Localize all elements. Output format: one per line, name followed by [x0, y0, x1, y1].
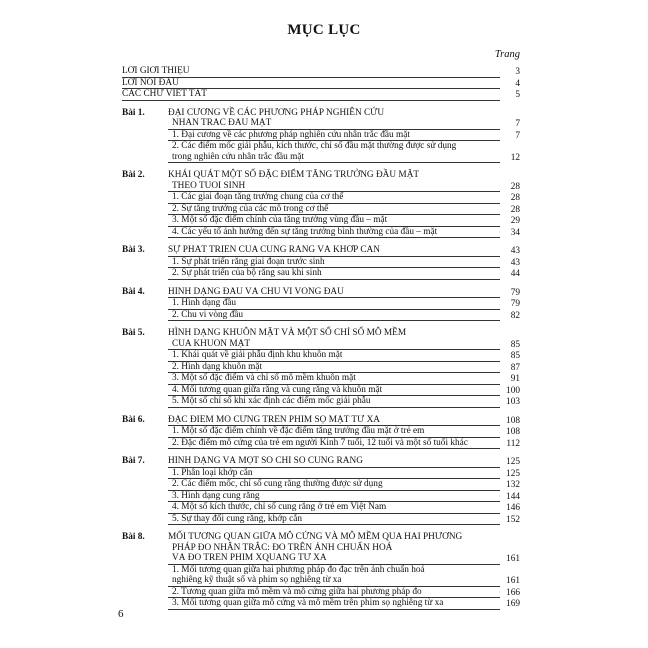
subsection-text: 3. Một số đặc điểm chính của tăng trưởng vùng đầu – mặt	[168, 215, 500, 227]
chapter-title-line: PHÁP ĐO NHÂN TRẮC: ĐO TRÊN ẢNH CHUẨN HOÁ	[172, 542, 393, 553]
subsection-page: 34	[510, 227, 520, 238]
subsection-text: 2. Đặc điểm mô cứng của trẻ em người Kinh 7 tuổi, 12 tuổi và một số tuổi khác	[168, 438, 500, 450]
subsection-text: nghiêng kỹ thuật số và phim sọ nghiêng từ xa	[168, 575, 500, 587]
table-of-contents	[122, 66, 520, 610]
chapter-body	[168, 245, 520, 280]
subsection-page: 152	[506, 514, 520, 525]
subsection-page: 166	[506, 587, 520, 598]
subsection-text: 2. Tương quan giữa mô mềm và mô cứng giữa hai phương pháp đo	[168, 587, 500, 599]
page-column-label: Trang	[494, 49, 520, 60]
subsection-entry	[168, 204, 520, 216]
subsection-text: 1. Mối tương quan giữa hai phương pháp đo đạc trên ảnh chuẩn hoá	[172, 564, 425, 575]
subsection-page: 43	[510, 257, 520, 268]
subsection-text: 2. Các điểm mốc, chỉ số cung răng thường được sử dụng	[168, 479, 500, 491]
chapter-body	[168, 170, 520, 238]
subsection-entry	[168, 491, 520, 503]
subsection-entry	[168, 468, 520, 480]
page-number: 6	[118, 608, 124, 620]
chapter-title-line	[168, 339, 520, 351]
subsection-text: 1. Sự phát triển răng giai đoạn trước sinh	[168, 257, 500, 269]
subsection-page: 28	[510, 204, 520, 215]
chapter-body	[168, 328, 520, 408]
subsection-text: 4. Mối tương quan giữa răng và cung răng và khuôn mặt	[168, 385, 500, 397]
toc-entry	[122, 78, 520, 90]
chapter-page: 79	[510, 287, 520, 298]
subsection-page: 108	[506, 427, 520, 437]
chapter-title-line	[168, 456, 520, 468]
subsection-entry	[168, 130, 520, 142]
chapter-label: Bài 4.	[122, 286, 145, 297]
chapter-title-line	[168, 415, 520, 427]
toc-entry	[122, 89, 520, 101]
subsection-entry	[168, 215, 520, 227]
subsection-page: 125	[506, 468, 520, 479]
subsection-entry	[168, 227, 520, 239]
subsection-entry	[168, 575, 520, 587]
subsection-entry	[168, 310, 520, 322]
chapter	[122, 328, 520, 408]
subsection-entry	[168, 373, 520, 385]
subsection-page: 146	[506, 503, 520, 513]
subsection-page: 132	[506, 480, 520, 490]
chapter-title-line	[168, 245, 520, 257]
subsection-text: 1. Phân loại khớp cắn	[168, 468, 500, 480]
chapter-label: Bài 8.	[122, 532, 145, 542]
chapter	[122, 415, 520, 450]
chapter-page: 43	[510, 246, 520, 256]
chapter	[122, 245, 520, 280]
subsection-entry	[168, 268, 520, 280]
chapter-page: 85	[510, 339, 520, 350]
subsection-entry	[168, 257, 520, 269]
chapter-title-text: THEO TUỔI SINH	[168, 181, 500, 193]
chapter-title-line	[168, 287, 520, 299]
chapter-page: 161	[506, 554, 520, 564]
subsection-text: 1. Hình dạng đầu	[168, 298, 500, 310]
chapter-body	[168, 287, 520, 322]
subsection-text: 4. Các yếu tố ảnh hưởng đến sự tăng trưởng bình thường của đầu – mặt	[168, 227, 500, 239]
subsection-page: 79	[510, 299, 520, 309]
chapter-body	[168, 108, 520, 164]
entry-page: 5	[515, 90, 520, 100]
subsection-text: 1. Khái quát về giải phẫu định khu khuôn mặt	[168, 350, 500, 362]
subsection-entry	[168, 598, 520, 610]
subsection-entry	[168, 514, 520, 526]
subsection-entry	[168, 192, 520, 204]
subsection-page: 144	[506, 491, 520, 502]
toc-entry	[122, 66, 520, 78]
subsection-text: 2. Hình dạng khuôn mặt	[168, 362, 500, 374]
subsection-page: 91	[510, 374, 520, 384]
chapter-body	[168, 415, 520, 450]
subsection-text: 5. Một số chỉ số khi xác định các điểm mốc giải phẫu	[168, 396, 500, 408]
chapter-title-line: KHÁI QUÁT MỘT SỐ ĐẶC ĐIỂM TĂNG TRƯỞNG ĐẦU MẶT	[168, 170, 420, 180]
subsection-page: 28	[510, 193, 520, 203]
chapter-title-line: MỐI TƯƠNG QUAN GIỮA MÔ CỨNG VÀ MÔ MỀM QUA HAI PHƯƠNG	[168, 532, 463, 542]
subsection-page: 85	[510, 351, 520, 361]
subsection-text: 2. Chu vi vòng đầu	[168, 310, 500, 322]
subsection-text: 3. Mối tương quan giữa mô cứng và mô mềm trên phim sọ nghiêng từ xa	[168, 598, 500, 610]
chapter-page: 7	[515, 119, 520, 129]
chapter-title-text: CỦA KHUÔN MẶT	[168, 339, 500, 351]
subsection-page: 112	[506, 438, 520, 449]
chapter-title-line	[168, 118, 520, 130]
subsection-text: 3. Một số đặc điểm và chỉ số mô mềm khuôn mặt	[168, 373, 500, 385]
subsection-entry	[168, 426, 520, 438]
entry-page: 4	[515, 78, 520, 89]
subsection-text: 2. Các điểm mốc giải phẫu, kích thước, chỉ số đầu mặt thường được sử dụng	[172, 141, 457, 151]
subsection-entry	[168, 385, 520, 397]
chapter	[122, 170, 520, 238]
chapter-title-text: HÌNH DẠNG ĐẦU VÀ CHU VI VÒNG ĐẦU	[168, 287, 500, 299]
chapter-title-line	[168, 553, 520, 565]
chapter-body	[168, 456, 520, 525]
subsection-page: 12	[510, 152, 520, 163]
subsection-text: 1. Một số đặc điểm chính về đặc điểm tăng trưởng đầu mặt ở trẻ em	[168, 426, 500, 438]
subsection-page: 82	[510, 310, 520, 321]
chapter-label: Bài 7.	[122, 456, 145, 466]
chapter-label: Bài 6.	[122, 414, 145, 425]
subsection-page: 100	[506, 385, 520, 396]
subsection-entry	[168, 502, 520, 514]
entry-text: LỜI GIỚI THIỆU	[122, 66, 500, 78]
subsection-entry	[168, 298, 520, 310]
chapter-title-text: VÀ ĐO TRÊN PHIM XQUANG TỪ XA	[168, 553, 500, 565]
subsection-page: 44	[510, 269, 520, 279]
chapter-title-text: ĐẶC ĐIỂM MÔ CỨNG TRÊN PHIM SỌ MẶT TỪ XA	[168, 415, 500, 427]
chapter-page: 125	[506, 457, 520, 467]
subsection-page: 7	[515, 130, 520, 141]
subsection-text: 1. Đại cương về các phương pháp nghiên cứu nhân trắc đầu mặt	[168, 130, 500, 142]
subsection-text: 5. Sự thay đổi cung răng, khớp cắn	[168, 514, 500, 526]
subsection-entry	[168, 479, 520, 491]
subsection-entry	[168, 152, 520, 164]
chapter	[122, 287, 520, 322]
chapter	[122, 456, 520, 525]
subsection-text: 3. Hình dạng cung răng	[168, 491, 500, 503]
entry-text: CÁC CHỮ VIẾT TẮT	[122, 89, 500, 101]
subsection-entry	[168, 587, 520, 599]
subsection-text: trong nghiên cứu nhân trắc đầu mặt	[168, 152, 500, 164]
chapter-title-line	[168, 181, 520, 193]
chapter-title-text: NHÂN TRẮC ĐẦU MẶT	[168, 118, 500, 130]
subsection-text: 1. Các giai đoạn tăng trưởng chung của cơ thể	[168, 192, 500, 204]
entry-text: LỜI NÓI ĐẦU	[122, 78, 500, 90]
subsection-text: 2. Sự tăng trưởng của các mô trong cơ thể	[168, 204, 500, 216]
page-title: MỤC LỤC	[287, 22, 361, 38]
subsection-text: 4. Một số kích thước, chỉ số cung răng ở trẻ em Việt Nam	[168, 502, 500, 514]
chapter-label: Bài 3.	[122, 245, 145, 255]
subsection-entry	[168, 362, 520, 374]
chapter-page: 28	[510, 181, 520, 192]
chapter-title-text: HÌNH DẠNG VÀ MỘT SỐ CHỈ SỐ CUNG RĂNG	[168, 456, 500, 468]
subsection-page: 29	[510, 216, 520, 226]
chapter-title-line: ĐẠI CƯƠNG VỀ CÁC PHƯƠNG PHÁP NGHIÊN CỨU	[168, 107, 385, 118]
chapter-page: 108	[506, 415, 520, 426]
subsection-page: 87	[510, 362, 520, 373]
chapter-body	[168, 532, 520, 610]
chapter-title-line: HÌNH DẠNG KHUÔN MẶT VÀ MỘT SỐ CHỈ SỐ MÔ MỀM	[168, 328, 407, 338]
subsection-entry	[168, 438, 520, 450]
subsection-page: 161	[506, 576, 520, 586]
chapter-label: Bài 2.	[122, 170, 145, 180]
subsection-page: 169	[506, 599, 520, 609]
subsection-entry	[168, 396, 520, 408]
entry-page: 3	[515, 67, 520, 77]
chapter	[122, 108, 520, 164]
subsection-text: 2. Sự phát triển của bộ răng sau khi sinh	[168, 268, 500, 280]
chapter-label: Bài 5.	[122, 328, 145, 338]
subsection-page: 103	[506, 397, 520, 407]
subsection-entry	[168, 350, 520, 362]
chapter-title-text: SỰ PHÁT TRIỂN CỦA CUNG RĂNG VÀ KHỚP CẮN	[168, 245, 500, 257]
chapter-label: Bài 1.	[122, 107, 145, 118]
chapter	[122, 532, 520, 610]
